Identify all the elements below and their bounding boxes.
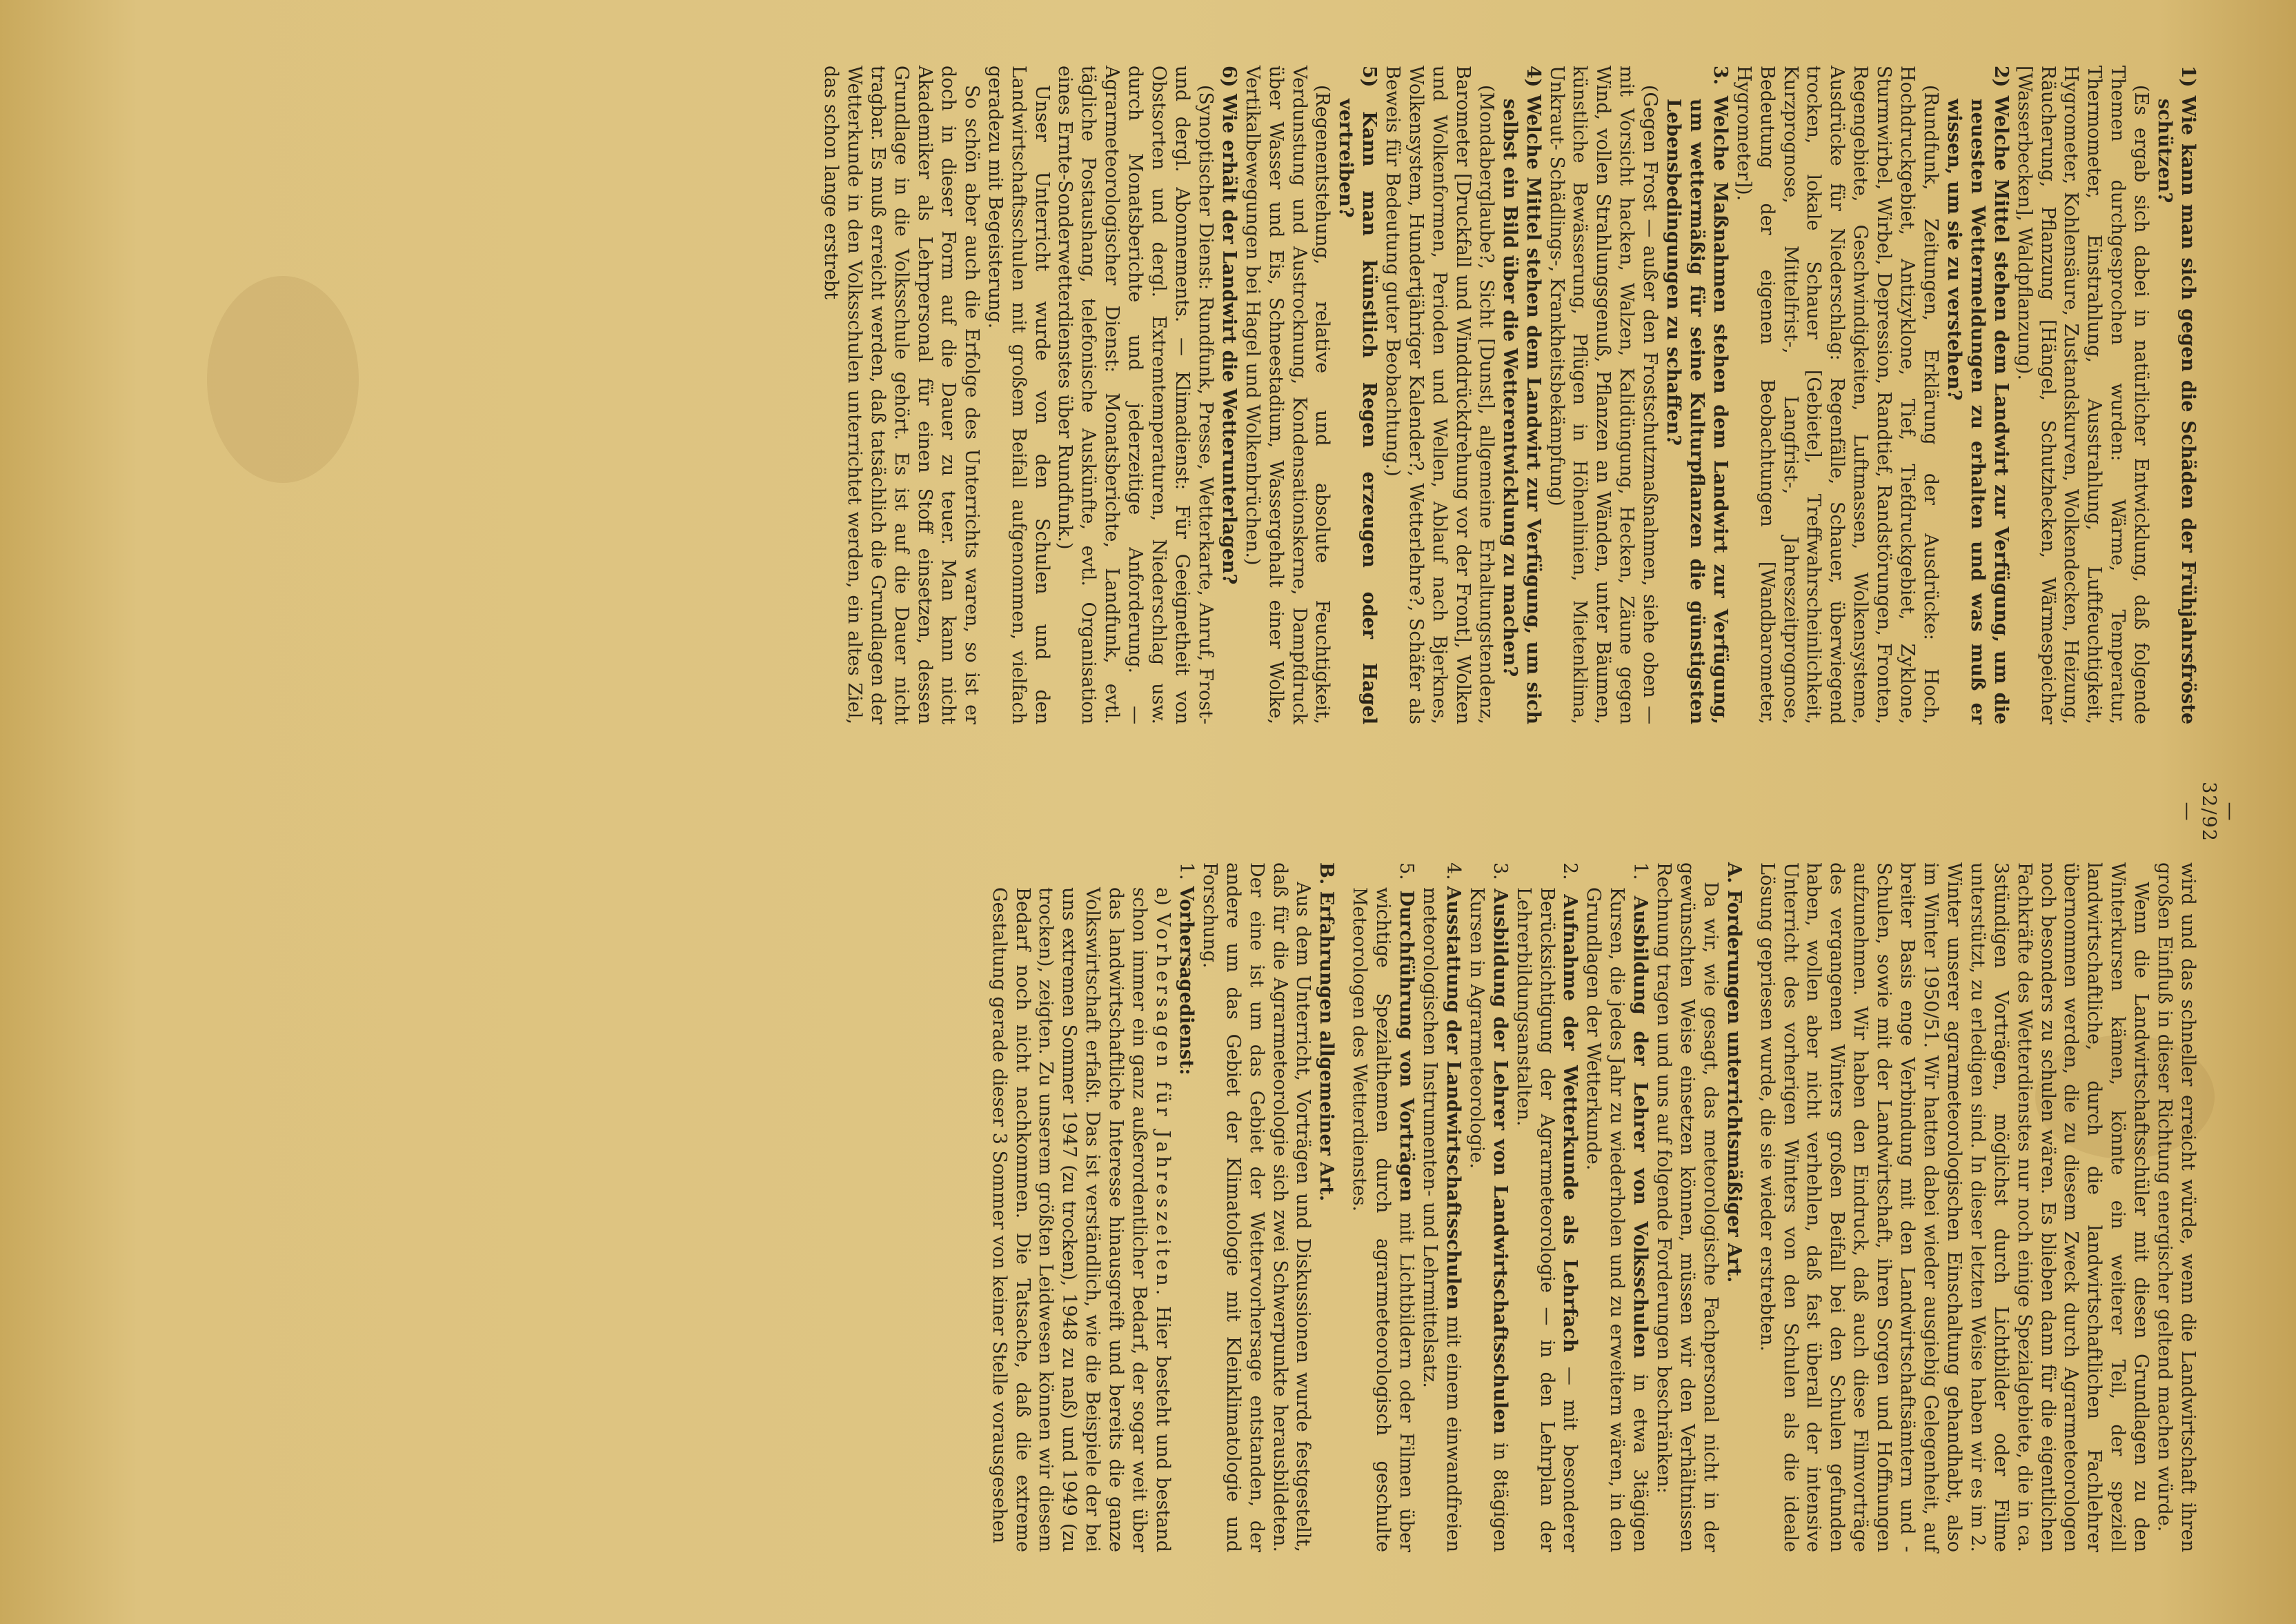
item-text: mit Lichtbildern oder Filmen über wichtige Spezialthemen durch agrarmeteorologisch geschulte Meteorologen des Wetterdienstes. bbox=[1349, 887, 1418, 1553]
numbered-item bbox=[1418, 862, 1465, 1552]
item-number: 2. bbox=[1559, 862, 1581, 895]
item-number: 1. bbox=[1630, 862, 1652, 896]
question-heading: 5) Kann man künstlich Regen erzeugen oder Hagel vertreiben? bbox=[1335, 66, 1380, 724]
question-heading: 6) Wie erhält der Landwirt die Wetterunterlagen? bbox=[1218, 66, 1240, 585]
left-text-column bbox=[820, 66, 2199, 724]
section-heading: B. Erfahrungen allgemeiner Art. bbox=[1316, 862, 1338, 1202]
paragraph: (Regenentstehung, relative und absolute Feuchtigkeit, Verdunstung und Austrocknung, Kondensationskerne, Dampfdruck über Wasser und Eis, Schneestadium, Wassergehalt einer Wolke, Vertikalbewegungen bei Hagel und Wolkenbrüchen.) bbox=[1241, 66, 1334, 724]
item-bold-text: Ausstattung der Landwirtschaftsschulen bbox=[1442, 886, 1464, 1310]
paragraph: (Synoptischer Dienst: Rundfunk, Presse, Wetterkarte, Anruf, Frost- und dergl. Abonnements. — Klimadienst: Für Geeignetheit von Obstsorten und dergl. Extremtemperaturen, Niederschlag usw. durch Monatsberichte und jederzeitige Anforderung. — Agrarmeteorologischer Dienst: Monatsberichte, Landfunk, evtl. tägliche Postaushang, telefonische Auskünfte, evtl. Organisation eines Ernte-Sonderwetterdienstes über Rundfunk.) bbox=[1054, 66, 1216, 724]
paragraph: (Rundfunk, Zeitungen, Erklärung der Ausdrücke: Hoch, Hochdruckgebiet, Antizyklone, Tief, Tiefdruckgebiet, Zyklone, Sturmwirbel, Wirbel, Depression, Randtief, Randstörungen, Fronten, Regengebiete, Geschwindigkeiten, Luftmassen, Wolkensysteme, Ausdrücke für Niederschlag: Regenfälle, Schauer, überwiegend trocken, lokale Schauer [Gebiete], Treffwahrscheinlichkeit, Kurzprognose, Mittelfrist-, Langfrist-, Jahreszeitprognose, Bedeutung der eigenen Beobachtungen [Wandbarometer, Hygrometer]). bbox=[1732, 66, 1942, 724]
sub-item bbox=[987, 862, 1174, 1552]
question-heading: 3. Welche Maßnahmen stehen dem Landwirt zur Verfügung, um wettermäßig für seine Kulturpflanzen die günstigsten Lebensbedingungen zu schaffen? bbox=[1663, 66, 1731, 724]
item-bold-text: Ausbildung der Lehrer von Volksschulen bbox=[1630, 895, 1652, 1358]
item-number: 1. bbox=[1175, 862, 1197, 887]
item-number: 5. bbox=[1396, 862, 1418, 891]
item-text: mit einem einwandfreien meteorologischen Instrumenten- und Lehrmittelsatz. bbox=[1419, 887, 1464, 1553]
question-heading: 4) Welche Mittel stehen dem Landwirt zur Verfügung, um sich selbst ein Bild über die Wetterentwicklung zu machen? bbox=[1498, 66, 1544, 724]
numbered-item bbox=[1581, 862, 1652, 1552]
numbered-item bbox=[1174, 862, 1198, 1552]
question-heading: 1) Wie kann man sich gegen die Schäden der Frühjahrsfröste schützen? bbox=[2154, 66, 2199, 724]
right-text-column bbox=[987, 862, 2199, 1552]
numbered-item bbox=[1347, 862, 1418, 1552]
item-bold-text: Durchführung von Vorträgen bbox=[1396, 890, 1418, 1202]
question-heading: 2) Welche Mittel stehen dem Landwirt zur Verfügung, um die neuesten Wettermeldungen zu erhalten und was muß er wissen, um sie zu verstehen? bbox=[1943, 66, 2012, 724]
numbered-item bbox=[1512, 862, 1582, 1552]
item-number: 3. bbox=[1489, 862, 1511, 889]
numbered-item bbox=[1465, 862, 1512, 1552]
item-text: in 8tägigen Kursen in Agrarmeteorologie. bbox=[1465, 887, 1511, 1553]
paragraph: (Es ergab sich dabei in natürlicher Entwicklung, daß folgende Themen durchgesprochen wurden: Wärme, Temperatur, Thermometer, Einstrahlung, Ausstrahlung, Luftfeuchtigkeit, Hygrometer, Kohlensäure, Zustandskurven, Wolkendecken, Heizung, Räucherung, Pflanzung [Hängel, Schutzhecken, Wärmespeicher [Wasserbecken], Waldpflanzung). bbox=[2013, 66, 2152, 724]
item-bold-text: Ausbildung der Lehrer von Landwirtschaftsschulen bbox=[1489, 889, 1511, 1434]
paragraph: Wenn die Landwirtschaftsschüler mit diesen Grundlagen zu den Winterkursen kämen, könnte ein weiterer Teil, der speziell landwirtschaftliche, durch die landwirtschaftlichen Fachlehrer übernommen werden, die zu diesem Zweck durch Agrarmeteorologen noch besonders zu schulen wären. Es blieben dann für die eigentlichen Fachkräfte des Wetterdienstes nur noch einige Spezialgebiete, die in ca. 3stündigen Vorträgen, möglichst durch Lichtbilder oder Filme unterstützt, zu erledigen sind. In dieser letzten Weise haben wir es im 2. Winter unserer agrarmeteorologischen Einschaltung gehandhabt, also im Winter 1950/51. Wir hatten dabei wieder ausgiebig Gelegenheit, auf breiter Basis enge Verbindung mit den Landwirtschaftsämtern und -Schulen, sowie mit der Landwirtschaft, ihren Sorgen und Hoffnungen aufzunehmen. Wir haben den Eindruck, daß auch diese Filmvorträge des vergangenen Winters großen Beifall bei den Schulen gefunden haben, wollen aber nicht verhehlen, daß fast überall der intensive Unterricht des vorherigen Winters von den Schulen als die ideale Lösung gepriesen wurde, die sie wieder erstrebten. bbox=[1756, 862, 2152, 1552]
page-number: — 32/92 — bbox=[2177, 782, 2241, 842]
sub-item-letter: a) bbox=[1152, 887, 1174, 913]
item-bold-text: Aufnahme der Wetterkunde als Lehrfach bbox=[1559, 894, 1581, 1353]
paragraph: So schön aber auch die Erfolge des Unterrichts waren, so ist er doch in dieser Form auf die Dauer zu teuer. Man kann nicht Akademiker als Lehrpersonal für einen Stoff einsetzen, dessen Grundlage in die Volksschule gehört. Es ist auf die Dauer nicht tragbar. Es muß erreicht werden, daß tatsächlich die Grundlagen der Wetterkunde in den Volksschulen unterrichtet werden, ein altes Ziel, das schon lange erstrebt bbox=[820, 66, 982, 724]
paragraph: (Mondaberglaube?, Sicht [Dunst], allgemeine Erhaltungstendenz, Barometer [Druckfall und Winddrückdrehung vor der Front], Wolken und Wolkenformen, Perioden und Wellen, Ablauf nach Bjerknes, Wolkensystem, Hundertjähriger Kalender?, Wetterlehre?, Schäfer als Beweis für Bedeutung guter Beobachtung.) bbox=[1382, 66, 1497, 724]
paragraph: (Gegen Frost — außer den Frostschutzmaßnahmen, siehe oben — mit Vorsicht hacken, Walzen, Kalidüngung, Hecken, Zäune gegen Wind, vollen Strahlungsgenuß, Pflanzen an Wänden, unter Bäumen, künstliche Bewässerung, Pflügen in Höhenlinien, Mietenklima, Unkraut- Schädlings-, Krankheitsbekämpfung) bbox=[1545, 66, 1661, 724]
item-number: 4. bbox=[1442, 862, 1464, 887]
paragraph: Da wir, wie gesagt, das meteorologische Fachpersonal nicht in der gewünschten Weise einsetzen können, müssen wir den Verhältnissen Rechnung tragen und uns auf folgende Forderungen beschränken: bbox=[1653, 862, 1721, 1552]
section-heading: A. Forderungen unterrichtsmäßiger Art. bbox=[1723, 862, 1745, 1283]
item-bold-text: Vorhersagedienst: bbox=[1175, 886, 1197, 1076]
paragraph: Unser Unterricht wurde von den Schulen und den Landwirtschaftsschulen mit großem Beifall aufgenommen, vielfach geradezu mit Begeisterung. bbox=[984, 66, 1053, 724]
item-text: in etwa 3tägigen Kursen, die jedes Jahr zu wiederholen und zu erweitern wären, in den Grundlagen der Wetterkunde. bbox=[1583, 887, 1652, 1553]
paragraph: wird und das schneller erreicht würde, wenn die Landwirtschaft ihren großen Einfluß in dieser Richtung energischer geltend machen würde. bbox=[2154, 862, 2199, 1552]
sub-item-text: Hier besteht und bestand schon immer ein ganz außerordentlicher Bedarf, der sogar weit über das landwirtschaftliche Interesse hinausgreift und bereits die ganze Volkswirtschaft erfaßt. Das ist verständlich, wie die Beispiele der bei uns extremen Sommer 1947 (zu trocken), 1948 zu naß) und 1949 (zu trocken), zeigten. Zu unserem größten Leidwesen können wir diesem Bedarf noch nicht nachkommen. Die Tatsache, daß die extreme Gestaltung gerade dieser 3 Sommer von keiner Stelle vorausgesehen bbox=[988, 887, 1174, 1552]
sub-item-spaced-term: Vorhersagen für Jahreszeiten. bbox=[1152, 913, 1174, 1299]
item-text: — mit besonderer Berücksichtigung der Agrarmeteorologie — in den Lehrplan der Lehrerbildungsanstalten. bbox=[1512, 887, 1581, 1552]
paragraph: Aus dem Unterricht, Vorträgen und Diskussionen wurde festgestellt, daß für die Agrarmeteorologie sich zwei Schwerpunkte herausbildeten. Der eine ist um das Gebiet der Wettervorhersage entstanden, der andere um das Gebiet der Klimatologie mit Kleinklimatologie und Forschung. bbox=[1198, 862, 1314, 1552]
